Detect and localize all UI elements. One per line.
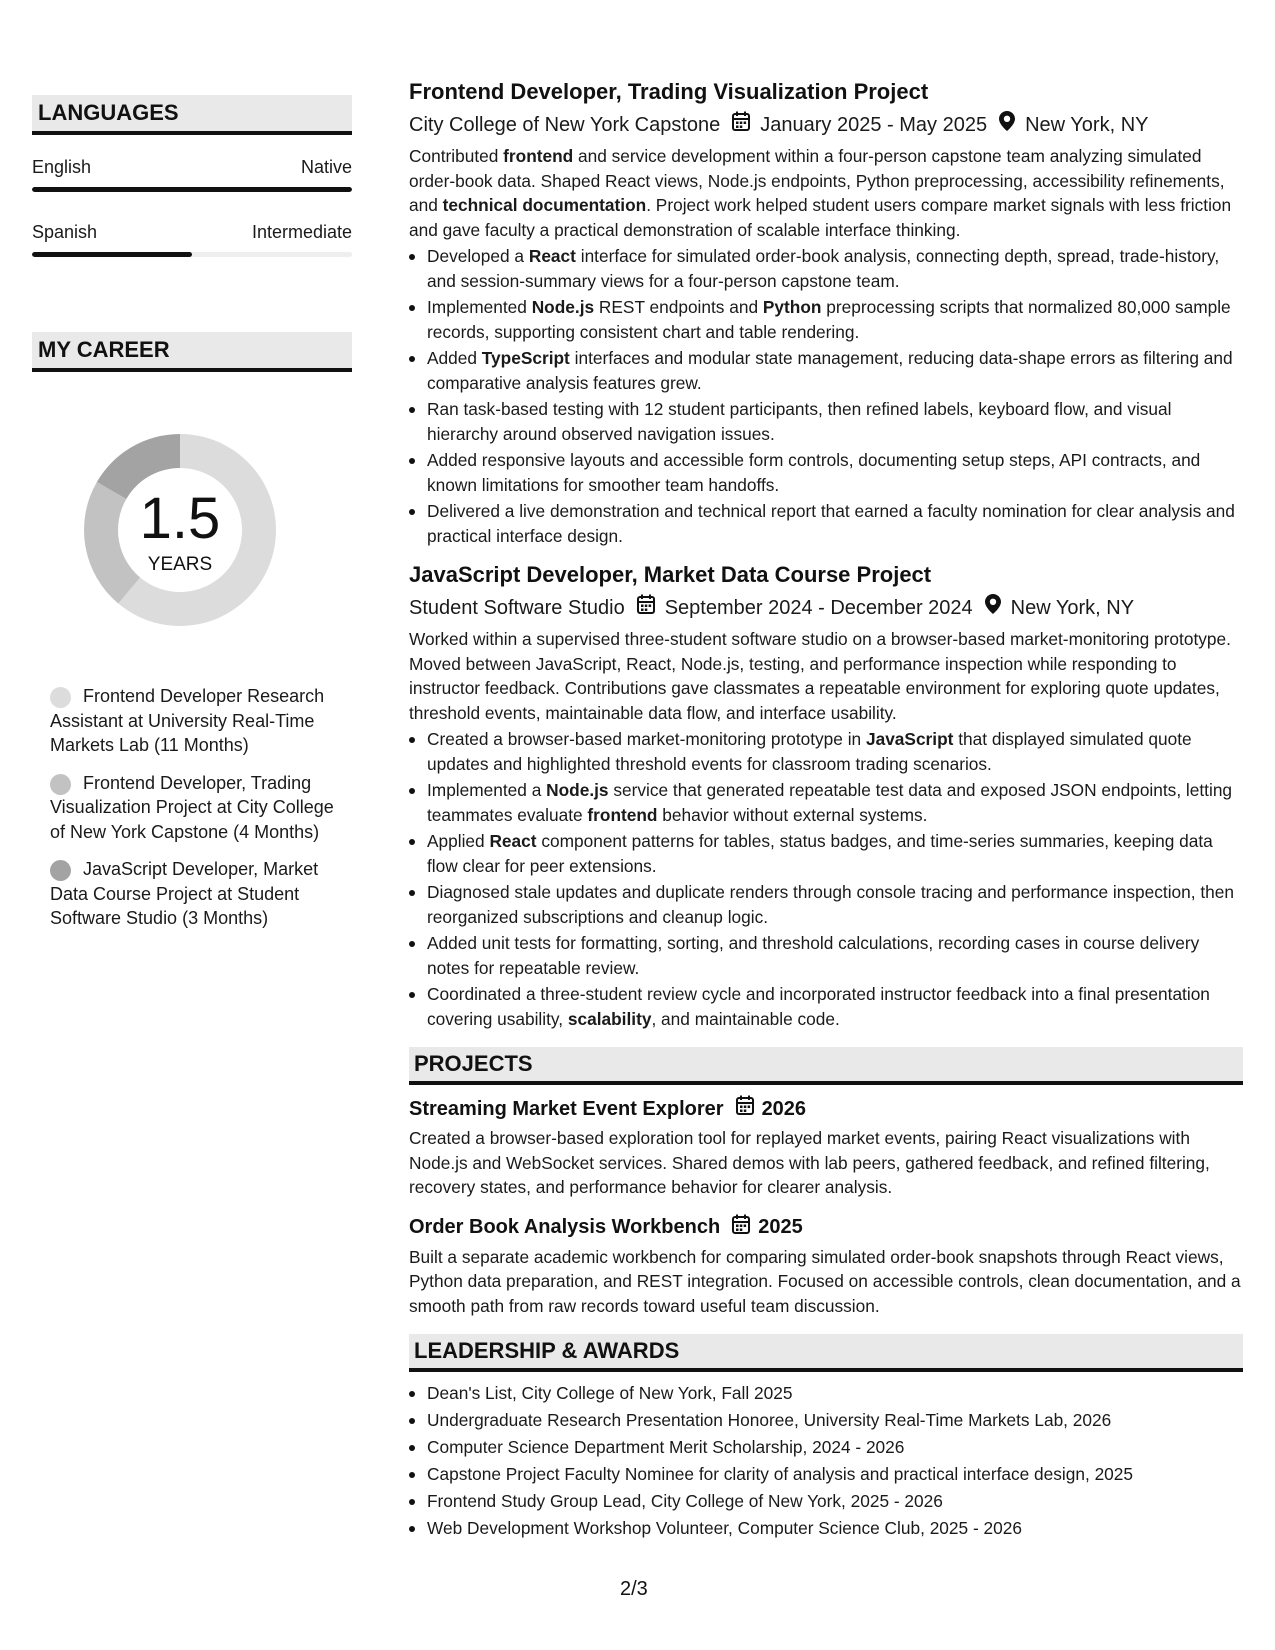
language-level: Native (300, 157, 352, 177)
location-pin-icon (985, 594, 1001, 621)
languages-heading: LANGUAGES (32, 95, 352, 135)
experience-meta (409, 111, 1243, 138)
experience-bullet: Implemented Node.js REST endpoints and Python preprocessing scripts that normalized 80,000 sample records, supporting consistent chart and table rendering. (409, 295, 1243, 344)
experience-location: New York, NY (1010, 596, 1135, 619)
legend-dot-icon (50, 774, 71, 795)
experience-bullet: Added unit tests for formatting, sorting, and threshold calculations, recording cases in course delivery notes for repeatable review. (409, 931, 1243, 980)
project-year: 2026 (761, 1097, 807, 1120)
language-level-fill (32, 252, 192, 257)
calendar-icon (732, 111, 750, 138)
awards-section (409, 1334, 1243, 1542)
language-spanish (32, 222, 352, 257)
experience-bullet: Developed a React interface for simulated order-book analysis, connecting depth, spread, trade-history, and session-summary views for a four-person capstone team. (409, 244, 1243, 293)
location-pin-icon (999, 111, 1015, 138)
experience-dates: January 2025 - May 2025 (760, 113, 988, 136)
experience-location: New York, NY (1025, 113, 1149, 136)
language-level-bar (32, 252, 352, 257)
calendar-icon (736, 1095, 754, 1122)
experience-org: Student Software Studio (409, 596, 625, 619)
experience-bullet: Coordinated a three-student review cycle and incorporated instructor feedback into a final presentation covering usability, scalability, and maintainable code. (409, 982, 1243, 1031)
experience-bullets (409, 727, 1243, 1031)
award-item: Capstone Project Faculty Nominee for clarity of analysis and practical interface design, 2025 (409, 1461, 1243, 1488)
language-english (32, 157, 352, 192)
language-level-bar (32, 187, 352, 192)
career-heading: MY CAREER (32, 332, 352, 372)
language-row (32, 222, 352, 243)
career-legend-item (50, 771, 340, 845)
experience-bullet: Added responsive layouts and accessible form controls, documenting setup steps, API contracts, and known limitations for smoother team handoffs. (409, 448, 1243, 497)
experience-entry (409, 78, 1243, 548)
experience-meta (409, 594, 1243, 621)
career-legend-item (50, 684, 340, 758)
award-item: Dean's List, City College of New York, Fall 2025 (409, 1380, 1243, 1407)
page-number: 2/3 (620, 1578, 648, 1600)
experience-description: Contributed frontend and service development within a four-person capstone team analyzing simulated order-book data. Shaped React views, Node.js endpoints, Python preprocessing, accessibility refinements, and technical documentation. Project work helped student users compare market signals with less friction and gave faculty a practical demonstration of scalable interface thinking. (409, 146, 1232, 240)
experience-dates: September 2024 - December 2024 (664, 596, 973, 619)
calendar-icon (732, 1214, 750, 1241)
award-item: Frontend Study Group Lead, City College of New York, 2025 - 2026 (409, 1488, 1243, 1515)
project-description: Created a browser-based exploration tool for replayed market events, pairing React visualizations with Node.js and WebSocket services. Shared demos with lab peers, gathered feedback, and refined filtering, recovery states, and performance behavior for clearer analysis. (409, 1128, 1210, 1197)
experience-bullet: Implemented a Node.js service that generated repeatable test data and exposed JSON endpoints, letting teammates evaluate frontend behavior without external systems. (409, 778, 1243, 827)
award-item: Computer Science Department Merit Scholarship, 2024 - 2026 (409, 1434, 1243, 1461)
experience-bullet: Delivered a live demonstration and technical report that earned a faculty nomination for clear analysis and practical interface design. (409, 499, 1243, 548)
career-legend (50, 684, 340, 931)
experience-entry (409, 561, 1243, 1031)
award-item: Undergraduate Research Presentation Honoree, University Real-Time Markets Lab, 2026 (409, 1407, 1243, 1434)
experience-bullet: Added TypeScript interfaces and modular state management, reducing data-shape errors as filtering and comparative analysis features grew. (409, 346, 1243, 395)
awards-heading: LEADERSHIP & AWARDS (409, 1334, 1243, 1372)
project-description: Built a separate academic workbench for comparing simulated order-book snapshots through React views, Python data preparation, and REST integration. Focused on accessible controls, clean documentation, and a smooth path from raw records toward useful team discussion. (409, 1246, 1241, 1316)
experience-bullets (409, 244, 1243, 548)
calendar-icon (637, 594, 655, 621)
projects-section (409, 1047, 1243, 1318)
experience-bullet: Created a browser-based market-monitoring prototype in JavaScript that displayed simulated quote updates and highlighted threshold events for classroom trading scenarios. (409, 727, 1243, 776)
legend-dot-icon (50, 687, 71, 708)
project-title-row (409, 1214, 1243, 1241)
project-year: 2025 (758, 1216, 803, 1238)
project-entry (409, 1095, 1243, 1200)
language-row (32, 157, 352, 178)
career-total-unit: YEARS (147, 554, 213, 575)
project-title: Order Book Analysis Workbench (409, 1216, 721, 1238)
career-total-years: 1.5 (139, 486, 221, 551)
experience-description: Worked within a supervised three-student software studio on a browser-based market-monitoring prototype. Moved between JavaScript, React, Node.js, testing, and performance inspection while responding to instructor feedback. Contributions gave classmates a repeatable environment for exploring quote updates, threshold events, maintainable data flow, and interface usability. (409, 629, 1231, 723)
experience-bullet: Diagnosed stale updates and duplicate renders through console tracing and performance inspection, then reorganized subscriptions and cleanup logic. (409, 880, 1243, 929)
project-title-row (409, 1095, 1243, 1122)
award-item: Web Development Workshop Volunteer, Computer Science Club, 2025 - 2026 (409, 1515, 1243, 1542)
experience-bullet: Ran task-based testing with 12 student participants, then refined labels, keyboard flow, and visual hierarchy around observed navigation issues. (409, 397, 1243, 446)
career-donut-chart (66, 416, 294, 644)
main-content (409, 78, 1243, 1542)
project-title: Streaming Market Event Explorer (409, 1097, 724, 1120)
sidebar (32, 95, 352, 944)
language-level-fill (32, 187, 352, 192)
legend-label: Frontend Developer, Trading Visualization Project at City College of New York Capstone (4 Months) (50, 772, 334, 842)
projects-heading: PROJECTS (409, 1047, 1243, 1085)
awards-list (409, 1380, 1243, 1542)
legend-label: Frontend Developer Research Assistant at University Real-Time Markets Lab (11 Months) (50, 686, 325, 755)
experience-title: JavaScript Developer, Market Data Course Project (409, 562, 932, 587)
language-name: English (32, 157, 92, 177)
language-level: Intermediate (251, 222, 352, 242)
experience-org: City College of New York Capstone (409, 113, 721, 136)
legend-dot-icon (50, 860, 71, 881)
career-donut-center (66, 416, 294, 644)
experience-title: Frontend Developer, Trading Visualization Project (409, 79, 929, 104)
experience-bullet: Applied React component patterns for tables, status badges, and time-series summaries, keeping data flow clear for peer extensions. (409, 829, 1243, 878)
language-name: Spanish (32, 222, 98, 242)
legend-label: JavaScript Developer, Market Data Course Project at Student Software Studio (3 Months) (50, 859, 319, 928)
project-entry (409, 1214, 1243, 1319)
career-legend-item (50, 857, 340, 931)
